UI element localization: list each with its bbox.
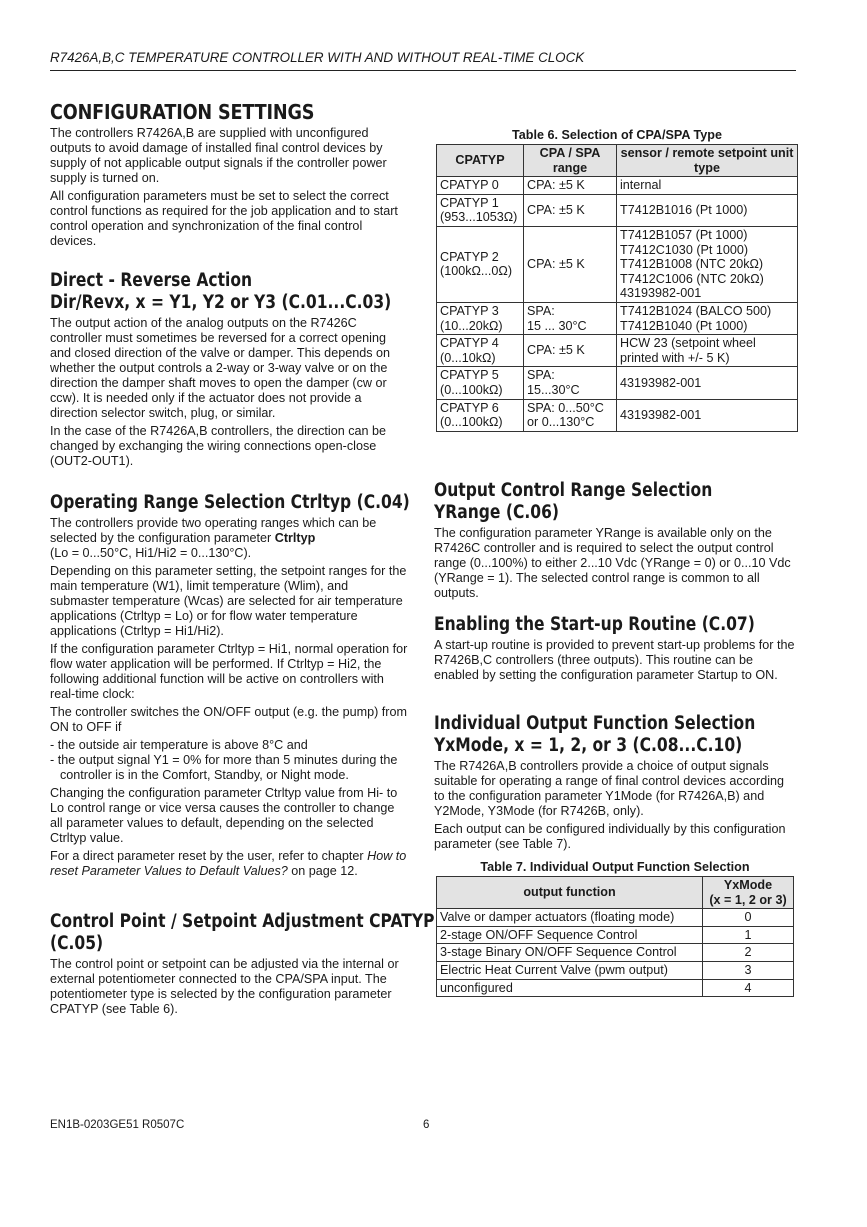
bullet-item: - the output signal Y1 = 0% for more than 5 minutes during the controller is in the Comfort, Standby, or Night mode. [50,753,398,782]
table-cell: CPATYP 0 [437,177,524,195]
chapter-reference: How to reset Parameter Values to Default Values? [50,849,407,878]
table-row [437,177,798,195]
table-cell: CPATYP 4 (0...10kΩ) [437,335,524,367]
table6-block [436,128,798,432]
output-function-paragraph-1: The R7426A,B controllers provide a choice of output signals suitable for operating a range of final control devices according to the configuration parameter Y1Mode (for R7426A,B) and Y2Mode, Y3Mode (for R7426B, only). [434,759,785,818]
config-paragraph-2: All configuration parameters must be set to select the correct control functions as required for the job application and to start control operation and synchronization of the final control devices. [50,189,398,248]
operating-range-paragraph-4: The controller switches the ON/OFF output (e.g. the pump) from ON to OFF if [50,705,407,734]
table-cell: Electric Heat Current Valve (pwm output) [437,961,703,979]
table6-header-row [437,145,798,177]
table-cell: 1 [703,926,794,944]
table-cell: 4 [703,979,794,997]
table-cell: CPA: ±5 K [524,335,617,367]
table-cell: 43193982-001 [617,399,798,431]
table-cell: 3-stage Binary ON/OFF Sequence Control [437,944,703,962]
operating-range-paragraph-1 [50,516,410,561]
table-cell: CPA: ±5 K [524,194,617,226]
table-cell: unconfigured [437,979,703,997]
table-row [437,335,798,367]
direct-reverse-title-2: Dir/Revx, x = Y1, Y2 or Y3 (C.01...C.03) [50,292,392,313]
op-p1-range: (Lo = 0...50°C, Hi1/Hi2 = 0...130°C). [50,546,252,560]
bullet-item: - the outside air temperature is above 8°C and [50,738,308,752]
output-function-title-1: Individual Output Function Selection [434,713,756,734]
output-range-title-2: YRange (C.06) [434,502,559,523]
operating-range-paragraph-2: Depending on this parameter setting, the setpoint ranges for the main temperature (W1), limit temperature (Wlim), and submaster temperature (Wcas) are selected for air temperature applications (Ctrltyp = Lo) or for flow water temperature applications (Ctrltyp = Hi1/Hi2). [50,564,407,638]
table-cell: CPATYP 1 (953...1053Ω) [437,194,524,226]
table7-caption: Table 7. Individual Output Function Selection [480,860,750,874]
table6-caption: Table 6. Selection of CPA/SPA Type [512,128,722,142]
table-row [437,367,798,399]
table-row [437,302,798,334]
table-row [437,226,798,302]
table-cell: T7412B1016 (Pt 1000) [617,194,798,226]
table-cell: CPA: ±5 K [524,177,617,195]
left-column [50,101,410,252]
table-row [437,979,794,997]
control-point-title-1: Control Point / Setpoint Adjustment CPATYP [50,911,435,932]
control-point-paragraph: The control point or setpoint can be adjusted via the internal or external potentiometer connected to the CPA/SPA input. The potentiometer type is selected by the configuration parameter CPATYP (see Table 6). [50,957,399,1016]
control-point-title-2: (C.05) [50,933,104,954]
column-header: sensor / remote setpoint unit type [617,145,798,177]
direct-reverse-paragraph-2: In the case of the R7426A,B controllers, the direction can be changed by exchanging the wiring connections open-close (OUT2-OUT1). [50,424,387,468]
table-cell: Valve or damper actuators (floating mode) [437,909,703,927]
operating-range-paragraph-3: If the configuration parameter Ctrltyp = Hi1, normal operation for flow water application will be performed. If Ctrltyp = Hi2, the following additional function will be active on controllers with real-time clock: [50,642,408,701]
op-p1-text: The controllers provide two operating ranges which can be selected by the configuration parameter [50,516,377,545]
operating-range-bullets [50,738,410,783]
table7-block [436,860,794,997]
header-rule [50,70,796,71]
table-cell: 2-stage ON/OFF Sequence Control [437,926,703,944]
op-p6-text: For a direct parameter reset by the user, refer to chapter [50,849,368,863]
table-row [437,909,794,927]
section-title-configuration: CONFIGURATION SETTINGS [50,100,315,124]
output-function-paragraph-2: Each output can be configured individually by this configuration parameter (see Table 7). [434,822,786,851]
operating-range-section [50,492,410,882]
table-cell: 3 [703,961,794,979]
table-cell: 43193982-001 [617,367,798,399]
config-paragraph-1: The controllers R7426A,B are supplied with unconfigured outputs to avoid damage of installed final control devices by supply of not applicable output signals if the controller power supply is turned on. [50,126,387,185]
output-range-title-1: Output Control Range Selection [434,480,713,501]
op-p6-page: on page 12. [287,864,358,878]
table-row [437,399,798,431]
operating-range-paragraph-5: Changing the configuration parameter Ctrltyp value from Hi- to Lo control range or vice versa causes the controller to change all parameter values to default, depending on the selected Ctrltyp value. [50,786,398,845]
table-row [437,926,794,944]
table-cell: CPATYP 3 (10...20kΩ) [437,302,524,334]
operating-range-paragraph-6 [50,849,410,879]
table7-header-row [437,877,794,909]
table-cell: CPATYP 6 (0...100kΩ) [437,399,524,431]
column-header: YxMode (x = 1, 2 or 3) [703,877,794,909]
table-row [437,194,798,226]
table7 [436,876,794,997]
table-row [437,944,794,962]
table-row [437,961,794,979]
output-function-title-2: YxMode, x = 1, 2, or 3 (C.08...C.10) [434,735,743,756]
direct-reverse-paragraph-1: The output action of the analog outputs on the R7426C controller must sometimes be reversed for a correct opening and closed direction of the valve or damper. This depends on whether the output controls a 2-way or 3-way valve or on the direction the damper shaft moves to open the damper (cw or ccw). It is needed only if the actuator does not provide a direction selector switch, plug, or similar. [50,316,391,420]
table-cell: T7412B1024 (BALCO 500) T7412B1040 (Pt 1000) [617,302,798,334]
output-range-paragraph: The configuration parameter YRange is available only on the R7426C controller and is required to select the output control range (0...100%) to either 2...10 Vdc (YRange = 0) or 0...10 Vdc (YRange = 1). The selected control range is common to all outputs. [434,526,791,600]
output-function-section [434,713,796,855]
table-cell: SPA: 15 ... 30°C [524,302,617,334]
table-cell: SPA: 0...50°C or 0...130°C [524,399,617,431]
table-cell: CPA: ±5 K [524,226,617,302]
table-cell: CPATYP 2 (100kΩ...0Ω) [437,226,524,302]
column-header: output function [437,877,703,909]
op-p1-param: Ctrltyp [274,531,316,545]
startup-paragraph: A start-up routine is provided to prevent start-up problems for the R7426B,C controllers (three outputs). This routine can be enabled by setting the configuration parameter Startup to ON. [434,638,795,682]
page-number: 6 [423,1119,430,1131]
running-header: R7426A,B,C TEMPERATURE CONTROLLER WITH AND WITHOUT REAL-TIME CLOCK [50,50,585,65]
startup-section [434,614,796,686]
table-cell: CPATYP 5 (0...100kΩ) [437,367,524,399]
footer-doc-code: EN1B-0203GE51 R0507C [50,1119,185,1131]
table6 [436,144,798,432]
table-cell: SPA: 15...30°C [524,367,617,399]
direct-reverse-title-1: Direct - Reverse Action [50,270,253,291]
table-cell: 0 [703,909,794,927]
column-header: CPA / SPA range [524,145,617,177]
direct-reverse-section [50,270,410,472]
table-cell: internal [617,177,798,195]
control-point-section [50,911,435,1020]
table-cell: T7412B1057 (Pt 1000) T7412C1030 (Pt 1000) T7412B1008 (NTC 20kΩ) T7412C1006 (NTC 20kΩ) 43193982-001 [617,226,798,302]
table-cell: HCW 23 (setpoint wheel printed with +/- 5 K) [617,335,798,367]
column-header: CPATYP [437,145,524,177]
output-range-section [434,480,796,604]
table-cell: 2 [703,944,794,962]
operating-range-title: Operating Range Selection Ctrltyp (C.04) [50,492,410,513]
startup-title: Enabling the Start-up Routine (C.07) [434,614,755,635]
